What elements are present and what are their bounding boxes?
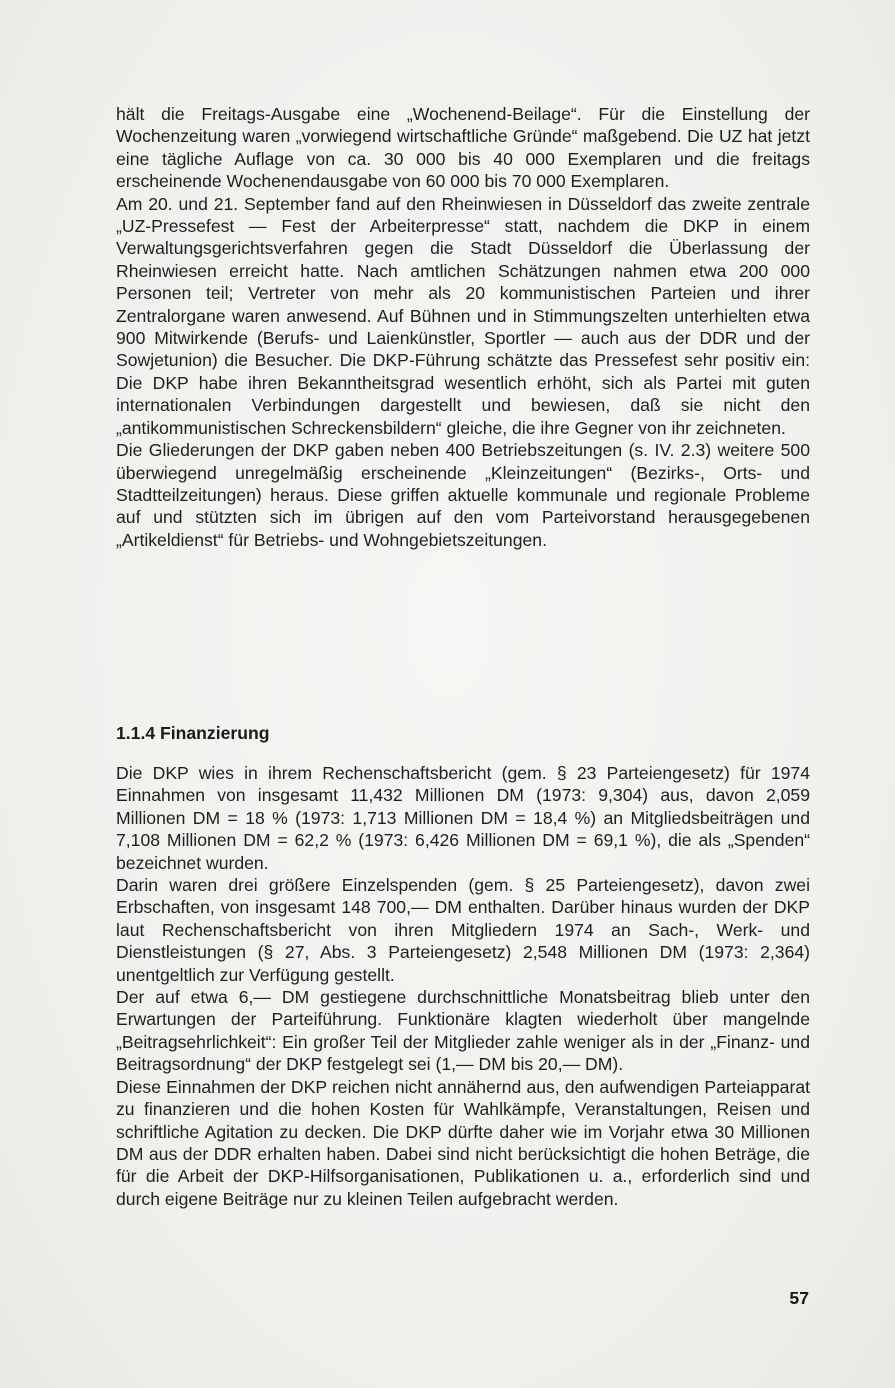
paragraph-monatsbeitrag: Der auf etwa 6,— DM gestiegene durchschnittliche Monatsbeitrag blieb unter den Erwartungen der Parteiführung. Funktionäre klagten wiederholt über mangelnde „Beitragsehrlichkeit“: Ein großer Teil der Mitglieder zahle weniger als in der „Finanz- und Beitragsordnung“ der DKP festgelegt sei (1,— DM bis 20,— DM).	[116, 987, 810, 1075]
paragraph-pressefest: Am 20. und 21. September fand auf den Rheinwiesen in Düsseldorf das zweite zentrale „UZ-Pressefest — Fest der Arbeiterpresse“ statt, nachdem die DKP in einem Verwaltungsgerichtsverfahren gegen die Stadt Düsseldorf die Überlassung der Rheinwiesen erreicht hatte. Nach amtlichen Schätzungen nahmen etwa 200 000 Personen teil; Vertreter von mehr als 20 kommunistischen Parteien und ihrer Zentralorgane waren anwesend. Auf Bühnen und in Stimmungszelten unterhielten etwa 900 Mitwirkende (Berufs- und Laienkünstler, Sportler — auch aus der DDR und der Sowjetunion) die Besucher. Die DKP-Führung schätzte das Pressefest sehr positiv ein: Die DKP habe ihren Bekanntheitsgrad wesentlich erhöht, sich als Partei mit guten internationalen Verbindungen dargestellt und bewiesen, daß sie nicht den „antikommunistischen Schreckensbildern“ gleiche, die ihre Gegner von ihr zeichneten.	[116, 193, 810, 438]
paragraph-kleinzeitungen: Die Gliederungen der DKP gaben neben 400 Betriebszeitungen (s. IV. 2.3) weitere 500 überwiegend unregelmäßig erscheinende „Kleinzeitungen“ (Bezirks-, Orts- und Stadtteilzeitungen) heraus. Diese griffen aktuelle kommunale und regionale Probleme auf und stützten sich im übrigen auf den vom Parteivorstand herausgegebenen „Artikeldienst“ für Betriebs- und Wohngebietszeitungen.	[116, 440, 810, 550]
press-section-text	[116, 103, 810, 551]
finance-section-text	[116, 762, 810, 1210]
paragraph-uz-circulation: hält die Freitags-Ausgabe eine „Wochenend-Beilage“. Für die Einstellung der Wochenzeitung waren „vorwiegend wirtschaftliche Gründe“ maßgebend. Die UZ hat jetzt eine tägliche Auflage von ca. 30 000 bis 40 000 Exemplaren und die freitags erscheinende Wochenendausgabe von 60 000 bis 70 000 Exemplaren.	[116, 104, 810, 192]
paragraph-rechenschaftsbericht: Die DKP wies in ihrem Rechenschaftsbericht (gem. § 23 Parteiengesetz) für 1974 Einnahmen von insgesamt 11,432 Millionen DM (1973: 9,304) aus, davon 2,059 Millionen DM = 18 % (1973: 1,713 Millionen DM = 18,4 %) an Mitgliedsbeiträgen und 7,108 Millionen DM = 62,2 % (1973: 6,426 Millionen DM = 69,1 %), die als „Spenden“ bezeichnet wurden.	[116, 763, 810, 873]
page-number: 57	[789, 1288, 809, 1308]
paragraph-ddr-finanzierung: Diese Einnahmen der DKP reichen nicht annähernd aus, den aufwendigen Parteiapparat zu finanzieren und die hohen Kosten für Wahlkämpfe, Veranstaltungen, Reisen und schriftliche Agitation zu decken. Die DKP dürfte daher wie im Vorjahr etwa 30 Millionen DM aus der DDR erhalten haben. Dabei sind nicht berücksichtigt die hohen Beträge, die für die Arbeit der DKP-Hilfsorganisationen, Publikationen u. a., erforderlich sind und durch eigene Beiträge nur zu kleinen Teilen aufgebracht werden.	[116, 1076, 810, 1209]
paragraph-einzelspenden: Darin waren drei größere Einzelspenden (gem. § 25 Parteiengesetz), davon zwei Erbschaften, von insgesamt 148 700,— DM enthalten. Darüber hinaus wurden der DKP laut Rechenschaftsbericht von ihren Mitgliedern 1974 an Sach-, Werk- und Dienstleistungen (§ 27, Abs. 3 Parteiengesetz) 2,548 Millionen DM (1973: 2,364) unentgeltlich zur Verfügung gestellt.	[116, 875, 810, 985]
section-heading-finanzierung: 1.1.4 Finanzierung	[116, 723, 270, 743]
